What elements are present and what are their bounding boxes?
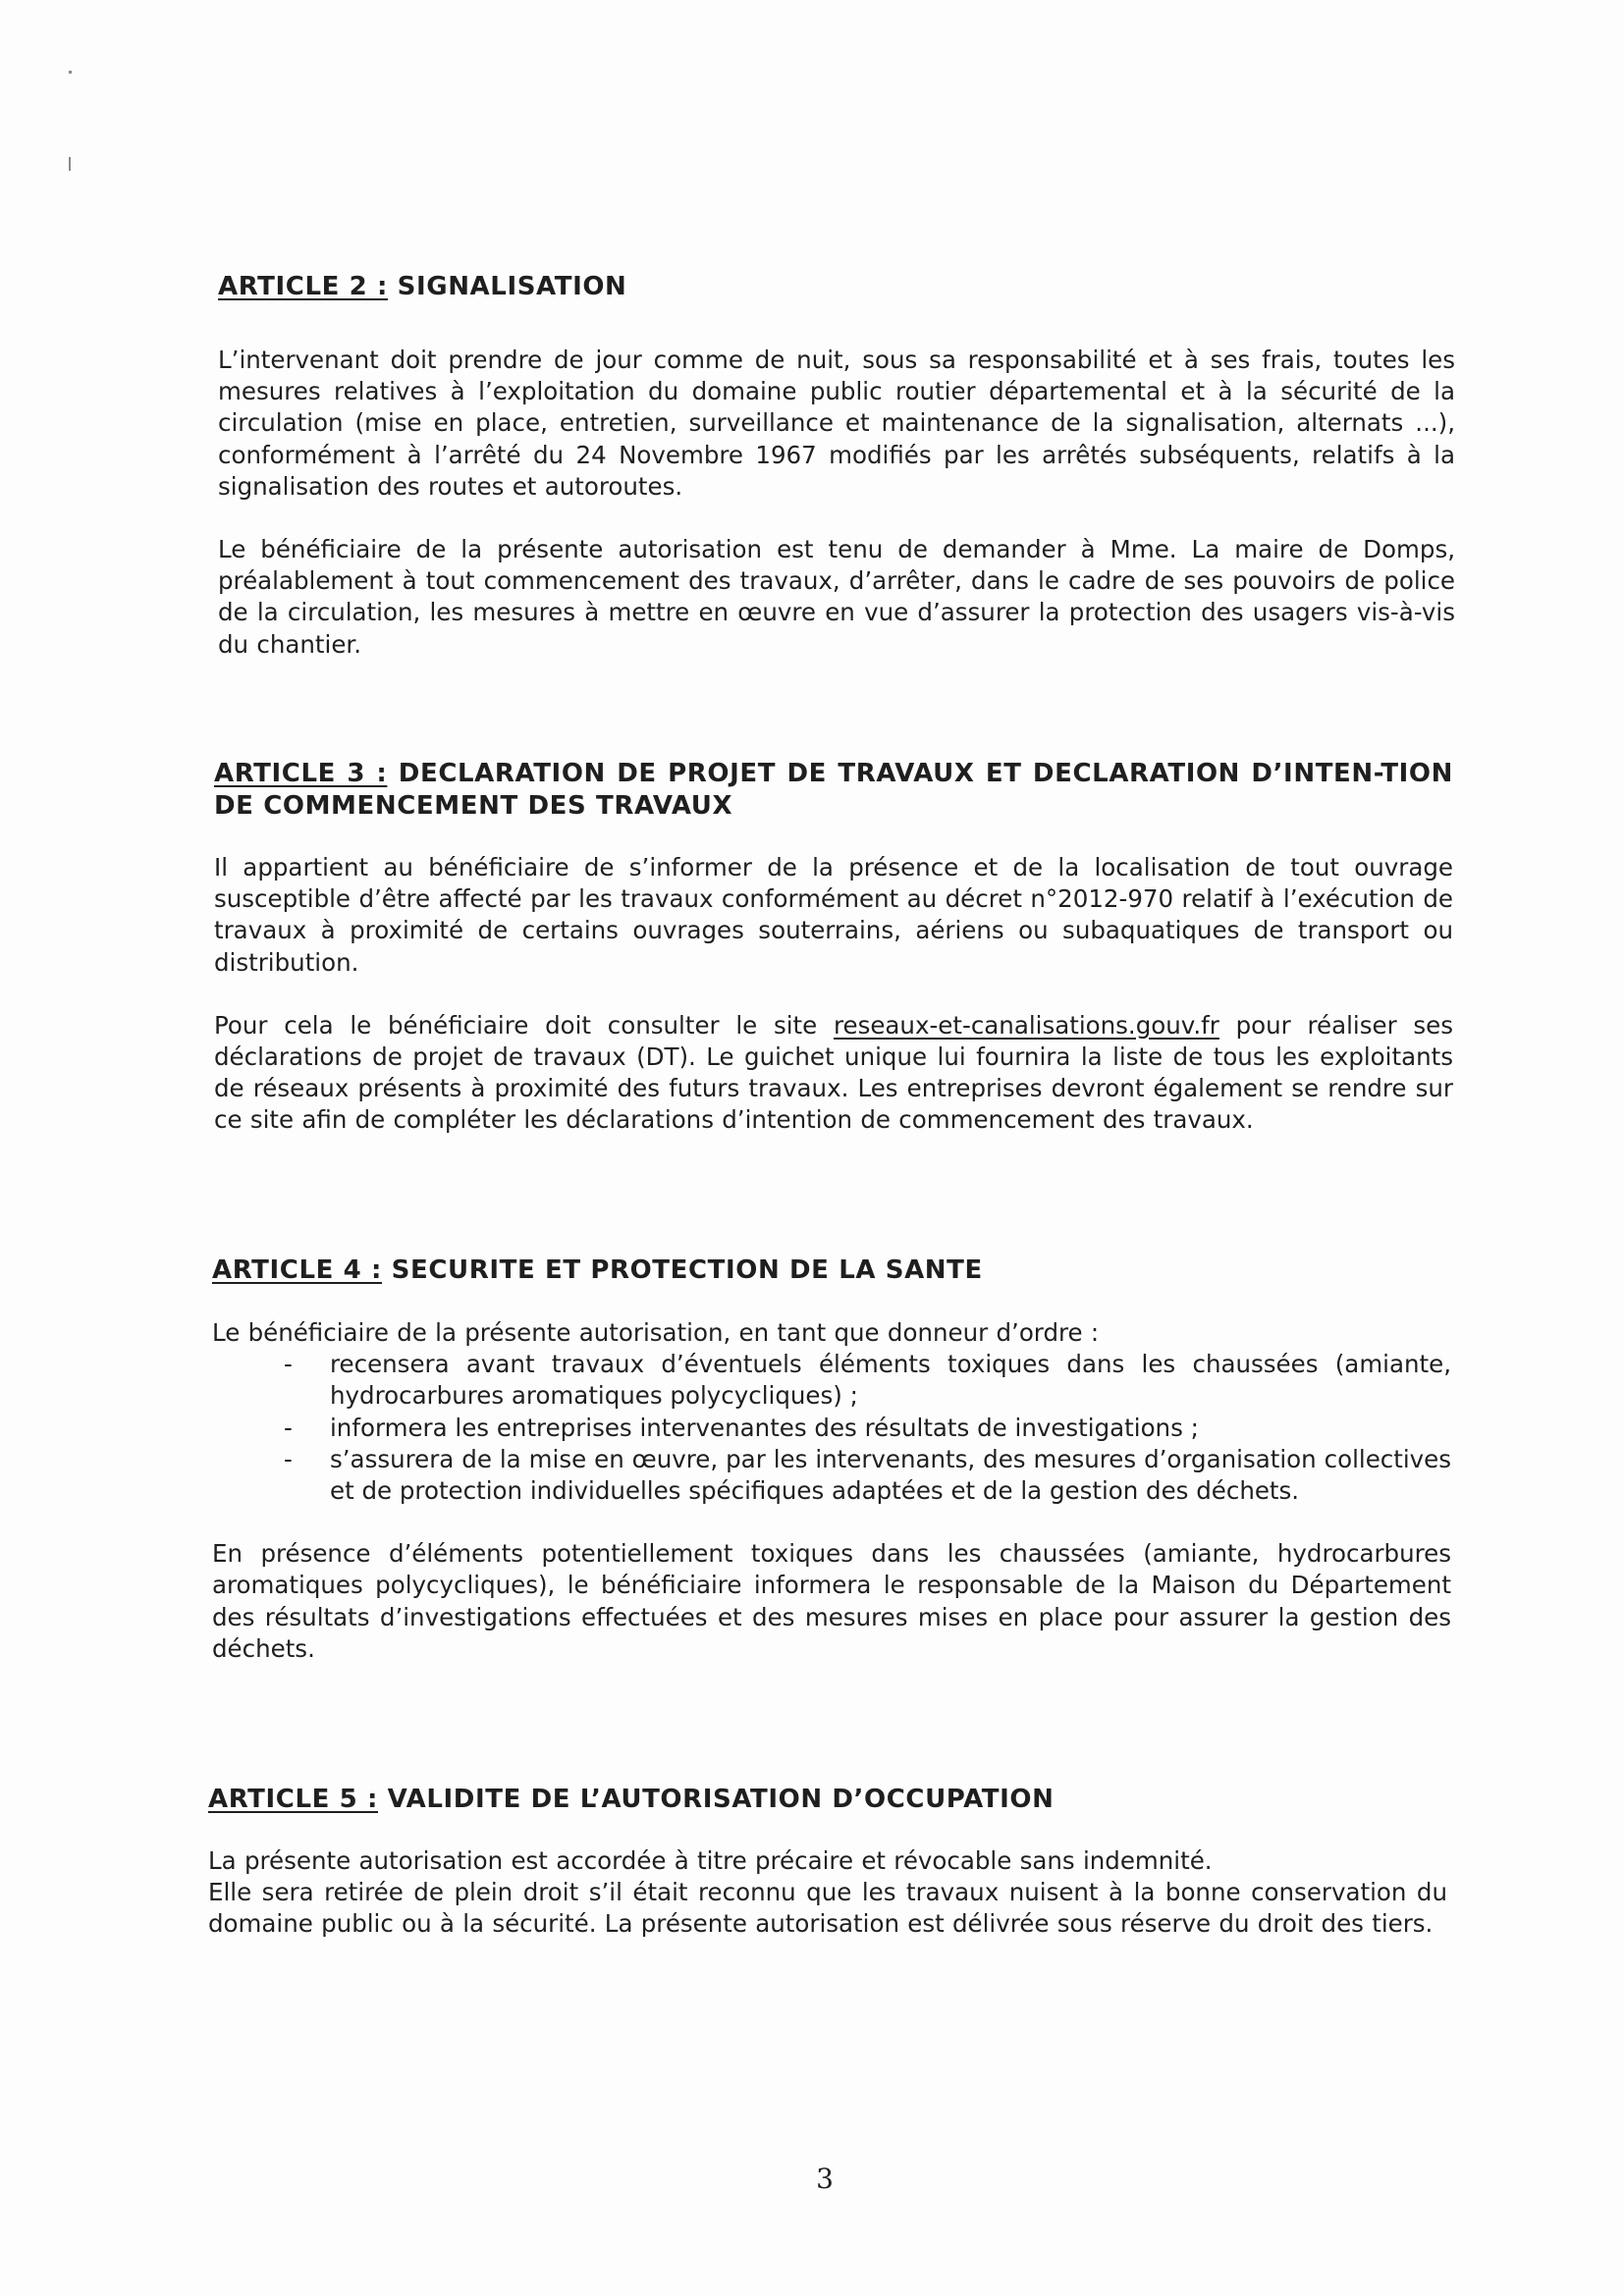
article-4-intro: Le bénéficiaire de la présente autorisation, en tant que donneur d’ordre : [212, 1318, 1100, 1347]
article-3-text-before-link: Pour cela le bénéficiaire doit consulter le site [214, 1010, 834, 1040]
article-5-label: ARTICLE 5 : [208, 1785, 378, 1814]
article-3-title: DECLARATION DE PROJET DE TRAVAUX ET DECLARATION D’INTEN-TION DE COMMENCEMENT DES TRAVAUX [214, 759, 1453, 821]
article-4-closing: En présence d’éléments potentiellement toxiques dans les chaussées (amiante, hydrocarbures aromatiques polycycliques), le bénéficiaire informera le responsable de la Maison du Département des résultats d’investigations effectuées et des mesures mises en place pour assurer la gestion des déchets. [212, 1539, 1451, 1663]
list-item [284, 1444, 1451, 1507]
article-2-label: ARTICLE 2 : [218, 272, 388, 301]
article-3 [214, 758, 1453, 1137]
list-item [284, 1349, 1451, 1412]
article-4-bullet-list [212, 1349, 1451, 1507]
dash-bullet: - [284, 1413, 293, 1442]
article-4-title: SECURITE ET PROTECTION DE LA SANTE [391, 1255, 983, 1285]
article-2-title: SIGNALISATION [397, 272, 627, 301]
list-item-text: recensera avant travaux d’éventuels éléments toxiques dans les chaussées (amiante, hydrocarbures aromatiques polycycliques) ; [330, 1350, 1451, 1411]
article-3-label: ARTICLE 3 : [214, 759, 388, 788]
article-2-paragraph-2: Le bénéficiaire de la présente autorisation est tenu de demander à Mme. La maire de Domps, préalablement à tout commencement des travaux, d’arrêter, dans le cadre de ses pouvoirs de police de la circulation, les mesures à mettre en œuvre en vue d’assurer la protection des usagers vis-à-vis du chantier. [218, 535, 1455, 659]
article-2 [218, 271, 1455, 661]
list-item [284, 1413, 1451, 1444]
article-3-heading [214, 758, 1453, 823]
dash-bullet: - [284, 1350, 293, 1379]
article-3-paragraph-1: Il appartient au bénéficiaire de s’informer de la présence et de la localisation de tout ouvrage susceptible d’être affecté par les travaux conformément au décret n°2012-970 relatif à l’exécution de travaux à proximité de certains ouvrages souterrains, aériens ou subaquatiques de transport ou distribution. [214, 853, 1453, 977]
list-item-text: informera les entreprises intervenantes des résultats de investigations ; [330, 1413, 1199, 1442]
scan-mark [69, 157, 71, 171]
article-5-title: VALIDITE DE L’AUTORISATION D’OCCUPATION [387, 1785, 1055, 1814]
dash-bullet: - [284, 1444, 293, 1473]
article-5-heading [208, 1784, 1447, 1816]
scan-mark [69, 71, 72, 74]
website-link[interactable]: reseaux-et-canalisations.gouv.fr [833, 1010, 1219, 1040]
page-number: 3 [816, 2163, 834, 2195]
article-4-label: ARTICLE 4 : [212, 1255, 382, 1285]
article-3-text-after-link: pour réaliser ses déclarations de projet de travaux (DT). Le guichet unique lui fournira la liste de tous les exploitants de réseaux présents à proximité des futurs travaux. Les entreprises devront également se rendre sur ce site afin de compléter les déclarations d’intention de commencement des travaux. [214, 1010, 1453, 1135]
list-item-text: s’assurera de la mise en œuvre, par les intervenants, des mesures d’organisation collectives et de protection individuelles spécifiques adaptées et de la gestion des déchets. [330, 1444, 1451, 1506]
article-3-paragraph-2 [214, 1010, 1453, 1137]
article-5-line-1: La présente autorisation est accordée à titre précaire et révocable sans indemnité. [208, 1846, 1213, 1875]
article-2-paragraph-1: L’intervenant doit prendre de jour comme de nuit, sous sa responsabilité et à ses frais, toutes les mesures relatives à l’exploitation du domaine public routier départemental et à la sécurité de la circulation (mise en place, entretien, surveillance et maintenance de la signalisation, alternats ...), conformément à l’arrêté du 24 Novembre 1967 modifiés par les arrêtés subséquents, relatifs à la signalisation des routes et autoroutes. [218, 346, 1455, 501]
article-5-line-2: Elle sera retirée de plein droit s’il était reconnu que les travaux nuisent à la bonne conservation du domaine public ou à la sécurité. La présente autorisation est délivrée sous réserve du droit des tiers. [208, 1878, 1447, 1939]
article-4 [212, 1255, 1451, 1665]
article-2-heading [218, 271, 1455, 303]
article-5 [208, 1784, 1447, 1941]
article-4-heading [212, 1255, 1451, 1287]
